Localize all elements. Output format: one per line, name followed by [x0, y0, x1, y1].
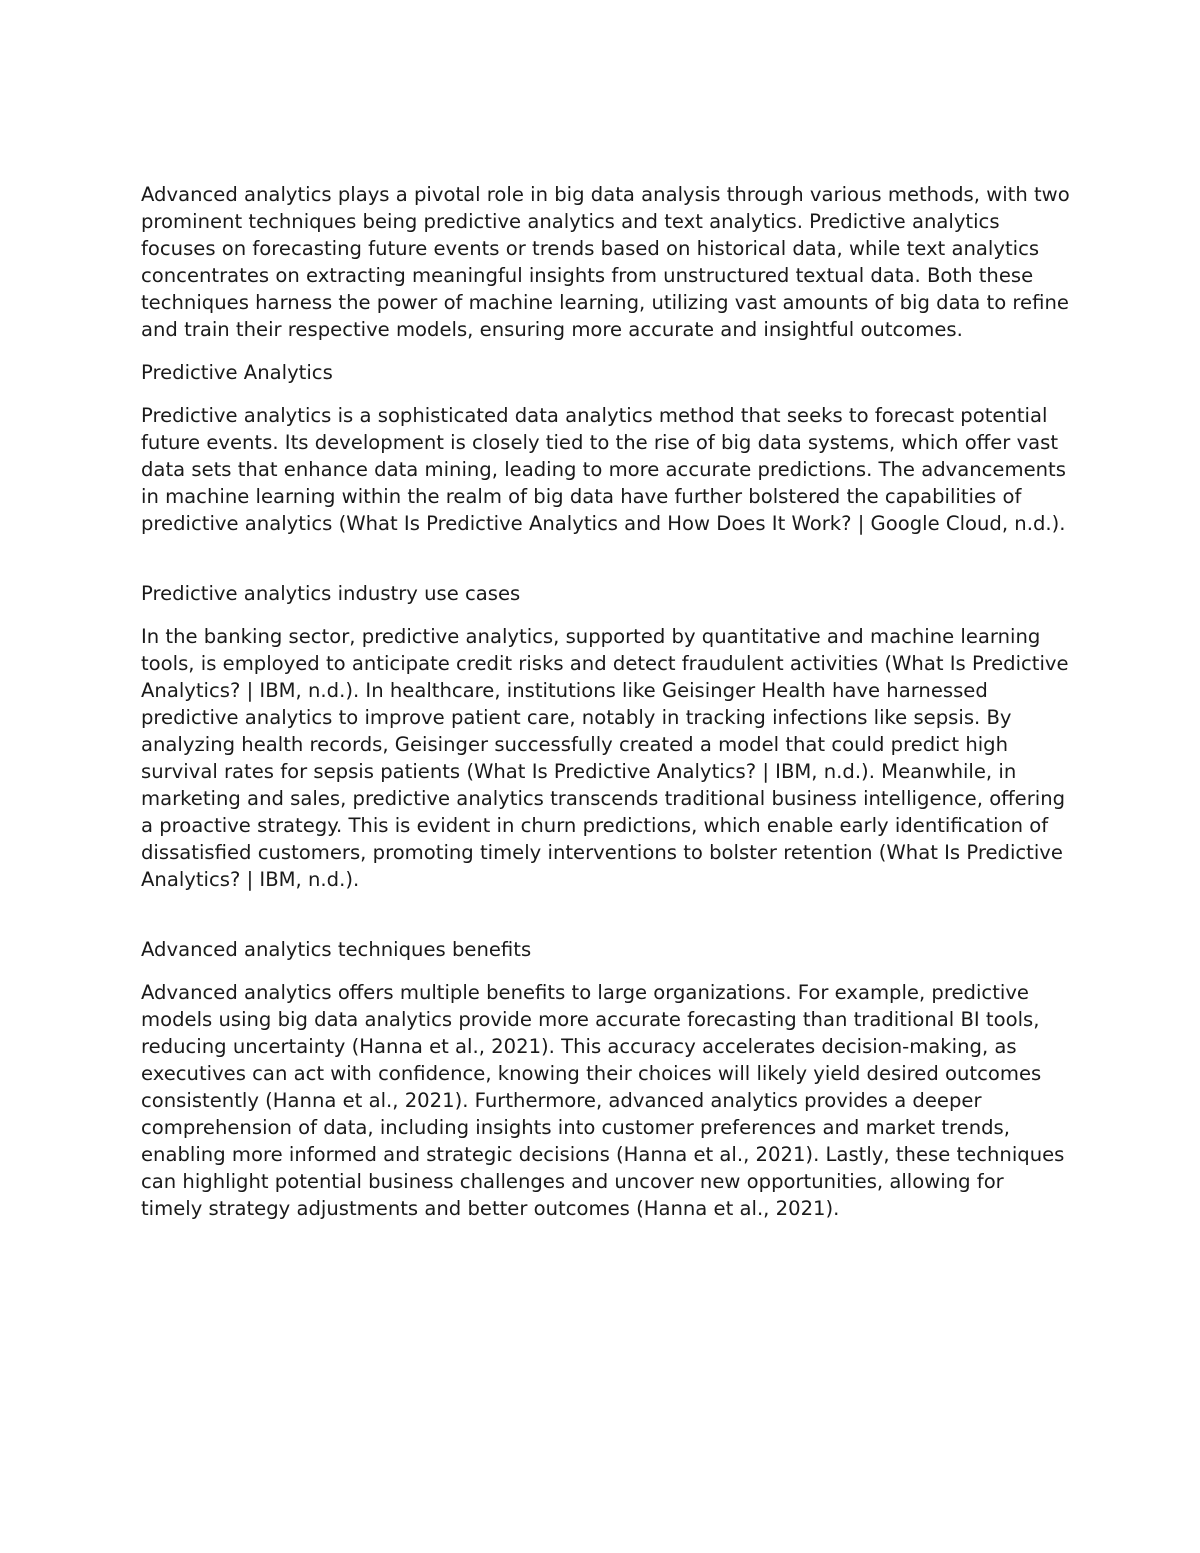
section-heading-predictive-analytics: Predictive Analytics: [141, 361, 333, 384]
section-body-use-cases: In the banking sector, predictive analytics, supported by quantitative and machine learning tools, is employed to anticipate credit risks and detect fraudulent activities (What Is Predictive Analytics? | IBM, n.d.). In healthcare, institutions like Geisinger Health have harnessed predictive analytics to improve patient care, notably in tracking infections like sepsis. By analyzing health records, Geisinger successfully created a model that could predict high survival rates for sepsis patients (What Is Predictive Analytics? | IBM, n.d.). Meanwhile, in marketing and sales, predictive analytics transcends traditional business intelligence, offering a proactive strategy. This is evident in churn predictions, which enable early identification of dissatisfied customers, promoting timely interventions to bolster retention (What Is Predictive Analytics? | IBM, n.d.).: [141, 625, 1069, 891]
section-body-benefits: Advanced analytics offers multiple benefits to large organizations. For example, predictive models using big data analytics provide more accurate forecasting than traditional BI tools, reducing uncertainty (Hanna et al., 2021). This accuracy accelerates decision-making, as executives can act with confidence, knowing their choices will likely yield desired outcomes consistently (Hanna et al., 2021). Furthermore, advanced analytics provides a deeper comprehension of data, including insights into customer preferences and market trends, enabling more informed and strategic decisions (Hanna et al., 2021). Lastly, these techniques can highlight potential business challenges and uncover new opportunities, allowing for timely strategy adjustments and better outcomes (Hanna et al., 2021).: [141, 981, 1065, 1220]
document-body: [141, 181, 1071, 1222]
intro-paragraph: Advanced analytics plays a pivotal role in big data analysis through various methods, with two prominent techniques being predictive analytics and text analytics. Predictive analytics focuses on forecasting future events or trends based on historical data, while text analytics concentrates on extracting meaningful insights from unstructured textual data. Both these techniques harness the power of machine learning, utilizing vast amounts of big data to refine and train their respective models, ensuring more accurate and insightful outcomes.: [141, 183, 1070, 341]
section-heading-use-cases: Predictive analytics industry use cases: [141, 582, 521, 605]
section-heading-benefits: Advanced analytics techniques benefits: [141, 938, 532, 961]
section-body-predictive-analytics: Predictive analytics is a sophisticated data analytics method that seeks to forecast potential future events. Its development is closely tied to the rise of big data systems, which offer vast data sets that enhance data mining, leading to more accurate predictions. The advancements in machine learning within the realm of big data have further bolstered the capabilities of predictive analytics (What Is Predictive Analytics and How Does It Work? | Google Cloud, n.d.).: [141, 404, 1066, 535]
